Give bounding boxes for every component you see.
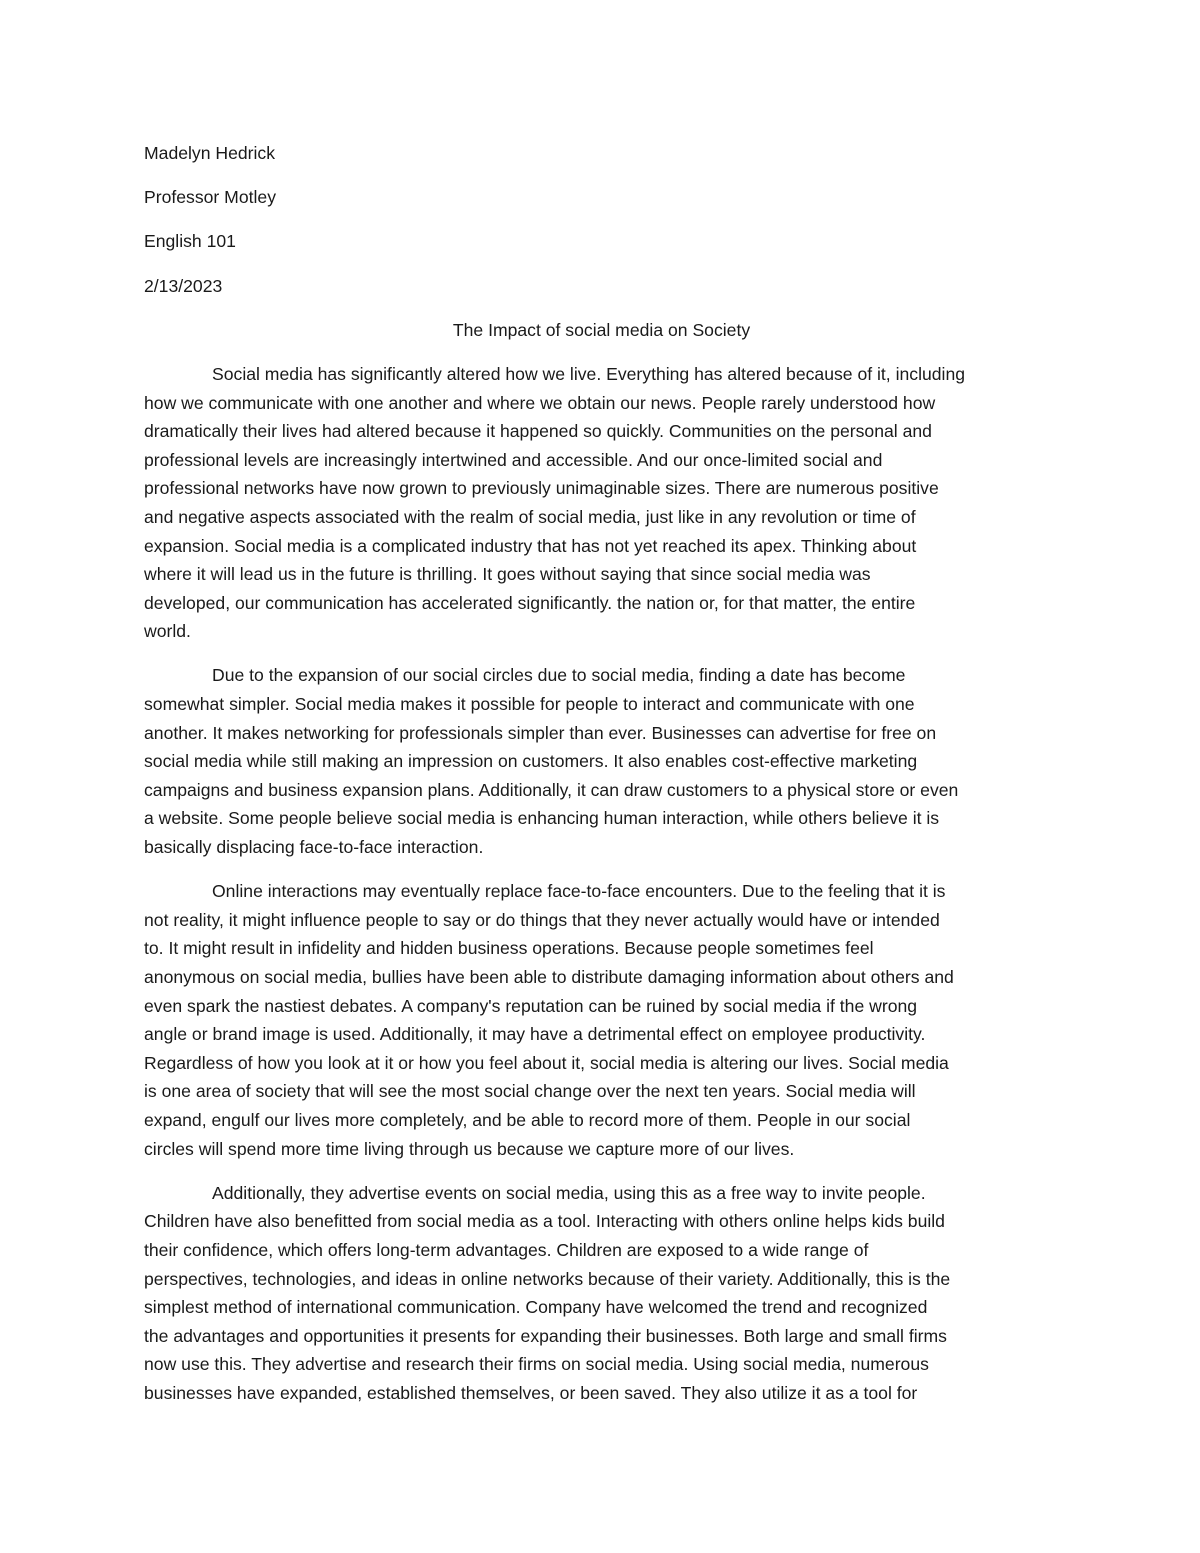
- paragraph-line: Online interactions may eventually replace face-to-face encounters. Due to the feeling that it is: [212, 881, 946, 902]
- paragraph-line: social media while still making an impression on customers. It also enables cost-effective marketing: [144, 751, 918, 772]
- body-paragraph: [144, 877, 1059, 1163]
- paragraph-line: professional levels are increasingly intertwined and accessible. And our once-limited social and: [144, 449, 883, 470]
- paragraph-line: circles will spend more time living through us because we capture more of our lives.: [144, 1138, 795, 1159]
- paragraph-line: developed, our communication has accelerated significantly. the nation or, for that matter, the entire: [144, 592, 916, 613]
- essay-date: 2/13/2023: [144, 275, 223, 296]
- paragraph-line: even spark the nastiest debates. A company's reputation can be ruined by social media if the wrong: [144, 995, 918, 1016]
- paragraph-line: Children have also benefitted from social media as a tool. Interacting with others online helps kids build: [144, 1211, 945, 1232]
- course-name: English 101: [144, 231, 236, 252]
- paragraph-line: their confidence, which offers long-term advantages. Children are exposed to a wide range of: [144, 1239, 869, 1260]
- paragraph-line: another. It makes networking for professionals simpler than ever. Businesses can advertise for free on: [144, 722, 937, 743]
- paragraph-line: expansion. Social media is a complicated industry that has not yet reached its apex. Thinking about: [144, 535, 917, 556]
- paragraph-line: Additionally, they advertise events on social media, using this as a free way to invite people.: [212, 1182, 926, 1203]
- paragraph-line: expand, engulf our lives more completely, and be able to record more of them. People in our social: [144, 1109, 911, 1130]
- paragraph-line: Regardless of how you look at it or how you feel about it, social media is altering our lives. Social media: [144, 1052, 949, 1073]
- paragraph-line: anonymous on social media, bullies have been able to distribute damaging information about others and: [144, 967, 954, 987]
- paragraph-line: where it will lead us in the future is thrilling. It goes without saying that since social media was: [144, 564, 871, 585]
- document-body: [144, 139, 1059, 1423]
- paragraph-line: and negative aspects associated with the realm of social media, just like in any revolution or time of: [144, 506, 916, 527]
- essay-title: The Impact of social media on Society: [452, 319, 751, 340]
- paragraph-line: basically displacing face-to-face interaction.: [144, 837, 484, 858]
- essay-paragraphs: [144, 360, 1059, 1408]
- paragraph-line: simplest method of international communication. Company have welcomed the trend and recognized: [144, 1297, 928, 1318]
- paragraph-line: a website. Some people believe social media is enhancing human interaction, while others believe it is: [144, 808, 940, 829]
- body-paragraph: [144, 360, 1059, 646]
- body-paragraph: [144, 1179, 1059, 1408]
- paragraph-line: is one area of society that will see the most social change over the next ten years. Social media will: [144, 1081, 916, 1102]
- paragraph-line: perspectives, technologies, and ideas in online networks because of their variety. Additionally, this is the: [144, 1268, 951, 1289]
- paragraph-line: not reality, it might influence people to say or do things that they never actually would have or intended: [144, 909, 940, 930]
- body-paragraph: [144, 661, 1059, 861]
- paragraph-line: dramatically their lives had altered because it happened so quickly. Communities on the personal and: [144, 421, 932, 442]
- paragraph-line: Due to the expansion of our social circles due to social media, finding a date has become: [212, 665, 906, 686]
- paragraph-line: the advantages and opportunities it presents for expanding their businesses. Both large and small firms: [144, 1325, 947, 1346]
- student-name: Madelyn Hedrick: [144, 143, 276, 163]
- paragraph-line: somewhat simpler. Social media makes it possible for people to interact and communicate with one: [144, 694, 915, 715]
- paragraph-line: how we communicate with one another and where we obtain our news. People rarely understood how: [144, 392, 936, 413]
- paragraph-line: to. It might result in infidelity and hidden business operations. Because people sometimes feel: [144, 938, 874, 959]
- paragraph-line: campaigns and business expansion plans. Additionally, it can draw customers to a physical store or even: [144, 779, 959, 800]
- paragraph-line: Social media has significantly altered how we live. Everything has altered because of it, including: [212, 363, 966, 384]
- professor-name: Professor Motley: [144, 187, 276, 208]
- paragraph-line: businesses have expanded, established themselves, or been saved. They also utilize it as a tool for: [144, 1382, 918, 1403]
- paragraph-line: now use this. They advertise and research their firms on social media. Using social media, numerous: [144, 1354, 929, 1375]
- paragraph-line: world.: [144, 621, 191, 642]
- paragraph-line: professional networks have now grown to previously unimaginable sizes. There are numerous positive: [144, 478, 939, 499]
- paragraph-line: angle or brand image is used. Additionally, it may have a detrimental effect on employee productivity.: [144, 1024, 926, 1045]
